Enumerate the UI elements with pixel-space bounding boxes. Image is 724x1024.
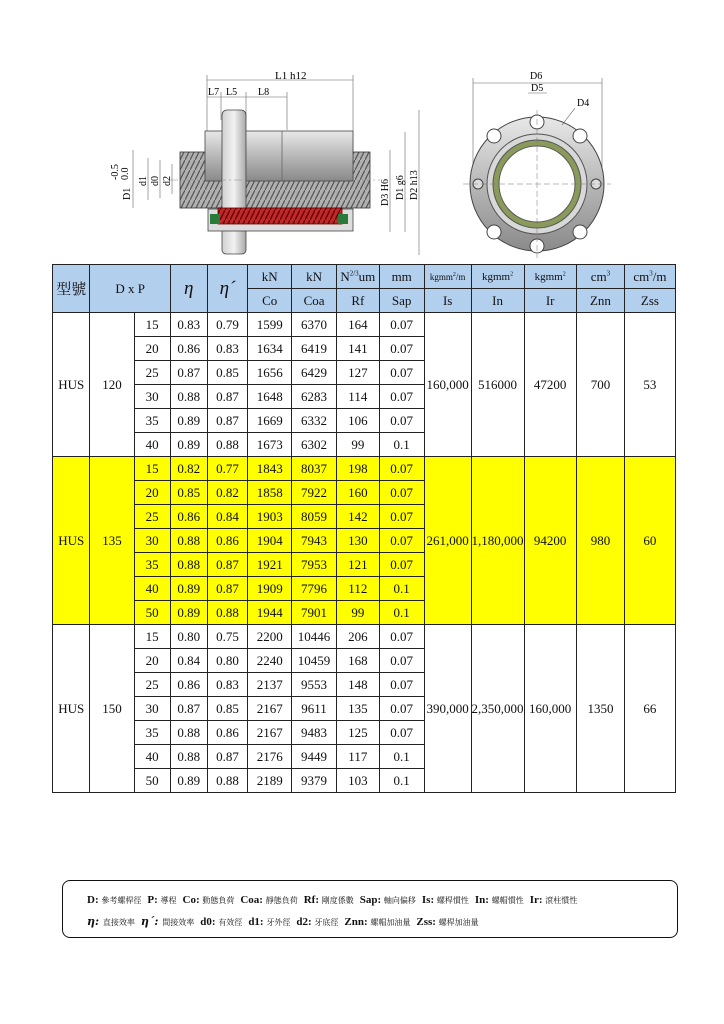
cell-co: 2137 — [248, 673, 292, 697]
svg-text:d1: d1 — [138, 176, 149, 186]
cell-coa: 7901 — [292, 601, 337, 625]
cell-ir: 94200 — [524, 457, 576, 625]
col-coa: Coa — [292, 289, 337, 313]
legend-desc: 滾柱慣性 — [545, 896, 578, 905]
cell-eta: 0.84 — [170, 649, 207, 673]
cell-is: 261,000 — [424, 457, 471, 625]
cell-d: 120 — [90, 313, 134, 457]
svg-text:d0: d0 — [150, 176, 161, 186]
cell-in: 516000 — [471, 313, 524, 457]
cell-co: 1904 — [248, 529, 292, 553]
cell-d: 135 — [90, 457, 134, 625]
unit-mm: mm — [379, 265, 424, 289]
table-row — [53, 457, 724, 481]
cell-p: 30 — [134, 697, 170, 721]
legend-key: d1: — [248, 916, 267, 928]
cell-co: 2240 — [248, 649, 292, 673]
svg-text:D1 g6: D1 g6 — [395, 175, 406, 200]
cell-coa: 8059 — [292, 505, 337, 529]
cell-eta: 0.87 — [170, 697, 207, 721]
cell-rf: 164 — [337, 313, 379, 337]
col-in: In — [471, 289, 524, 313]
svg-text:0.0: 0.0 — [120, 167, 131, 180]
cell-eta: 0.86 — [170, 337, 207, 361]
cell-model: HUS — [53, 457, 90, 625]
cell-ir: 47200 — [524, 313, 576, 457]
cell-eta2: 0.75 — [207, 625, 248, 649]
cell-eta: 0.89 — [170, 577, 207, 601]
legend-key: Zss: — [416, 916, 439, 928]
cell-rf: 106 — [337, 409, 379, 433]
dim-D4: D4 — [577, 98, 590, 109]
cell-zss: 66 — [625, 625, 676, 793]
legend-box — [62, 880, 678, 938]
cell-d: 150 — [90, 625, 134, 793]
technical-drawing — [0, 0, 724, 265]
legend-desc: 螺帽慣性 — [491, 896, 524, 905]
col-eta: η — [170, 265, 207, 313]
legend-desc: 牙底徑 — [314, 918, 339, 927]
cell-coa: 6302 — [292, 433, 337, 457]
cell-eta2: 0.82 — [207, 481, 248, 505]
cell-rf: 160 — [337, 481, 379, 505]
cell-eta2: 0.77 — [207, 457, 248, 481]
col-is: Is — [424, 289, 471, 313]
cell-p: 15 — [134, 457, 170, 481]
cell-in: 2,350,000 — [471, 625, 524, 793]
cell-zss: 60 — [625, 457, 676, 625]
cell-coa: 9449 — [292, 745, 337, 769]
cell-rf: 112 — [337, 577, 379, 601]
cell-coa: 6419 — [292, 337, 337, 361]
col-rf: Rf — [337, 289, 379, 313]
cell-sap: 0.07 — [379, 625, 424, 649]
cell-co: 2189 — [248, 769, 292, 793]
cell-co: 1669 — [248, 409, 292, 433]
cell-eta: 0.86 — [170, 505, 207, 529]
cell-co: 2167 — [248, 721, 292, 745]
cell-eta2: 0.85 — [207, 361, 248, 385]
cell-co: 2176 — [248, 745, 292, 769]
cell-eta: 0.82 — [170, 457, 207, 481]
cell-sap: 0.1 — [379, 433, 424, 457]
cell-eta: 0.88 — [170, 553, 207, 577]
unit-rf: $N^{2/3}um$ — [337, 265, 379, 289]
cell-rf: 114 — [337, 385, 379, 409]
cell-p: 15 — [134, 313, 170, 337]
legend-row-1 — [87, 891, 677, 913]
cell-znn: 980 — [576, 457, 624, 625]
cell-eta2: 0.79 — [207, 313, 248, 337]
cell-p: 40 — [134, 433, 170, 457]
cell-eta2: 0.83 — [207, 673, 248, 697]
cell-p: 40 — [134, 577, 170, 601]
cell-coa: 9611 — [292, 697, 337, 721]
cell-co: 1843 — [248, 457, 292, 481]
cell-sap: 0.07 — [379, 553, 424, 577]
cell-znn: 1350 — [576, 625, 624, 793]
svg-text:d2: d2 — [162, 176, 173, 186]
cell-coa: 8037 — [292, 457, 337, 481]
cell-co: 1858 — [248, 481, 292, 505]
cell-coa: 7943 — [292, 529, 337, 553]
cell-p: 50 — [134, 601, 170, 625]
cell-coa: 10459 — [292, 649, 337, 673]
cell-eta: 0.86 — [170, 673, 207, 697]
unit-kn-co: kN — [248, 265, 292, 289]
cell-coa: 10446 — [292, 625, 337, 649]
legend-key: P: — [147, 894, 161, 906]
legend-desc: 導程 — [160, 896, 177, 905]
unit-znn: $cm^3$ — [576, 265, 624, 289]
cell-eta2: 0.87 — [207, 577, 248, 601]
cell-sap: 0.07 — [379, 697, 424, 721]
cell-rf: 127 — [337, 361, 379, 385]
unit-is: kgmm$^2$/m — [424, 265, 471, 289]
cell-coa: 9379 — [292, 769, 337, 793]
cell-rf: 99 — [337, 433, 379, 457]
cell-eta2: 0.87 — [207, 553, 248, 577]
cell-sap: 0.07 — [379, 409, 424, 433]
cell-sap: 0.07 — [379, 529, 424, 553]
cell-p: 15 — [134, 625, 170, 649]
cell-eta2: 0.87 — [207, 745, 248, 769]
cell-co: 1903 — [248, 505, 292, 529]
cell-co: 1634 — [248, 337, 292, 361]
legend-key: d2: — [296, 916, 315, 928]
cell-eta2: 0.88 — [207, 601, 248, 625]
cell-co: 2200 — [248, 625, 292, 649]
col-model: 型號 — [53, 265, 90, 313]
cell-sap: 0.07 — [379, 673, 424, 697]
legend-key: Is: — [421, 894, 437, 906]
cell-rf: 103 — [337, 769, 379, 793]
col-zss: Zss — [625, 289, 676, 313]
cell-coa: 6332 — [292, 409, 337, 433]
cell-p: 40 — [134, 745, 170, 769]
legend-row-2 — [87, 913, 677, 935]
dim-L7: L7 — [208, 87, 220, 98]
cell-ir: 160,000 — [524, 625, 576, 793]
svg-text:D3 H6: D3 H6 — [380, 179, 391, 206]
cell-coa: 7796 — [292, 577, 337, 601]
cell-eta2: 0.86 — [207, 721, 248, 745]
svg-text:D2 h13: D2 h13 — [409, 170, 420, 200]
legend-key: η: — [87, 915, 103, 928]
col-eta2: η´ — [207, 265, 248, 313]
col-dxp: D x P — [90, 265, 170, 313]
cell-model: HUS — [53, 625, 90, 793]
cell-zss: 53 — [625, 313, 676, 457]
legend-key: In: — [474, 894, 492, 906]
legend-desc: 牙外徑 — [266, 918, 291, 927]
legend-key: Sap: — [359, 894, 384, 906]
cell-rf: 121 — [337, 553, 379, 577]
cell-co: 1599 — [248, 313, 292, 337]
cell-eta: 0.80 — [170, 625, 207, 649]
cell-sap: 0.07 — [379, 481, 424, 505]
cell-coa: 7953 — [292, 553, 337, 577]
legend-desc: 間接效率 — [162, 918, 195, 927]
unit-in: kgmm$^2$ — [471, 265, 524, 289]
cell-sap: 0.07 — [379, 337, 424, 361]
legend-desc: 螺帽加油量 — [370, 918, 411, 927]
dim-D6: D6 — [530, 71, 543, 82]
roller-thread — [218, 208, 342, 224]
cell-p: 35 — [134, 553, 170, 577]
legend-key: D: — [87, 894, 102, 906]
cell-eta: 0.88 — [170, 529, 207, 553]
cell-eta2: 0.87 — [207, 385, 248, 409]
cell-co: 1656 — [248, 361, 292, 385]
cell-eta2: 0.84 — [207, 505, 248, 529]
legend-desc: 靜態負荷 — [265, 896, 298, 905]
right-dims — [380, 170, 420, 206]
legend-desc: 螺桿加油量 — [438, 918, 479, 927]
cell-in: 1,180,000 — [471, 457, 524, 625]
cell-coa: 9553 — [292, 673, 337, 697]
cell-sap: 0.1 — [379, 769, 424, 793]
cell-coa: 6429 — [292, 361, 337, 385]
unit-zss: $cm^3/m$ — [625, 265, 676, 289]
cell-sap: 0.07 — [379, 313, 424, 337]
cell-znn: 700 — [576, 313, 624, 457]
cell-eta2: 0.87 — [207, 409, 248, 433]
left-dims — [110, 164, 173, 200]
cell-eta: 0.89 — [170, 769, 207, 793]
cell-eta: 0.85 — [170, 481, 207, 505]
cell-p: 20 — [134, 481, 170, 505]
cell-p: 25 — [134, 673, 170, 697]
dim-L8: L8 — [258, 87, 270, 98]
dim-L1: L1 h12 — [275, 70, 307, 82]
cell-is: 160,000 — [424, 313, 471, 457]
dim-D5: D5 — [531, 83, 544, 94]
cell-sap: 0.1 — [379, 577, 424, 601]
cell-eta2: 0.88 — [207, 769, 248, 793]
cell-eta2: 0.86 — [207, 529, 248, 553]
cell-coa: 6283 — [292, 385, 337, 409]
cell-eta: 0.89 — [170, 433, 207, 457]
legend-key: d0: — [200, 916, 219, 928]
legend-key: Ir: — [529, 894, 546, 906]
cell-coa: 9483 — [292, 721, 337, 745]
cell-eta2: 0.80 — [207, 649, 248, 673]
cell-p: 30 — [134, 529, 170, 553]
cell-p: 50 — [134, 769, 170, 793]
cell-sap: 0.07 — [379, 505, 424, 529]
cell-co: 1921 — [248, 553, 292, 577]
legend-desc: 有效徑 — [218, 918, 243, 927]
dim-L5: L5 — [226, 87, 238, 98]
cell-rf: 148 — [337, 673, 379, 697]
table-row — [53, 625, 724, 649]
cell-eta: 0.87 — [170, 361, 207, 385]
col-ir: Ir — [524, 289, 576, 313]
cell-p: 20 — [134, 649, 170, 673]
cell-sap: 0.07 — [379, 649, 424, 673]
legend-key: Co: — [182, 894, 203, 906]
legend-desc: 剛度係數 — [321, 896, 354, 905]
cell-is: 390,000 — [424, 625, 471, 793]
cell-coa: 7922 — [292, 481, 337, 505]
legend-desc: 螺桿慣性 — [436, 896, 469, 905]
legend-desc: 軸向偏移 — [383, 896, 416, 905]
cell-sap: 0.07 — [379, 721, 424, 745]
col-sap: Sap — [379, 289, 424, 313]
cell-eta: 0.89 — [170, 409, 207, 433]
cell-rf: 130 — [337, 529, 379, 553]
cell-eta: 0.88 — [170, 385, 207, 409]
cell-rf: 125 — [337, 721, 379, 745]
cell-sap: 0.1 — [379, 745, 424, 769]
cell-eta: 0.83 — [170, 313, 207, 337]
cell-p: 35 — [134, 721, 170, 745]
unit-kn-coa: kN — [292, 265, 337, 289]
col-co: Co — [248, 289, 292, 313]
legend-desc: 直接效率 — [102, 918, 135, 927]
cell-rf: 135 — [337, 697, 379, 721]
cell-p: 30 — [134, 385, 170, 409]
cell-p: 20 — [134, 337, 170, 361]
cell-rf: 142 — [337, 505, 379, 529]
cell-rf: 198 — [337, 457, 379, 481]
cell-co: 1673 — [248, 433, 292, 457]
table-row — [53, 313, 724, 337]
cell-eta: 0.89 — [170, 601, 207, 625]
cell-sap: 0.07 — [379, 361, 424, 385]
cell-p: 25 — [134, 361, 170, 385]
cell-model: HUS — [53, 313, 90, 457]
cell-co: 2167 — [248, 697, 292, 721]
legend-key: η´: — [140, 915, 163, 928]
cell-eta: 0.88 — [170, 721, 207, 745]
cell-co: 1944 — [248, 601, 292, 625]
cell-p: 25 — [134, 505, 170, 529]
cell-co: 1648 — [248, 385, 292, 409]
cell-coa: 6370 — [292, 313, 337, 337]
cell-sap: 0.1 — [379, 601, 424, 625]
legend-key: Rf: — [303, 894, 322, 906]
cell-rf: 117 — [337, 745, 379, 769]
cell-rf: 206 — [337, 625, 379, 649]
svg-text:-0.5: -0.5 — [110, 164, 121, 180]
cell-rf: 168 — [337, 649, 379, 673]
cell-eta2: 0.88 — [207, 433, 248, 457]
spec-table — [52, 264, 724, 793]
cell-co: 1909 — [248, 577, 292, 601]
cell-eta2: 0.85 — [207, 697, 248, 721]
legend-desc: 參考螺桿徑 — [101, 896, 142, 905]
cell-sap: 0.07 — [379, 457, 424, 481]
cell-sap: 0.07 — [379, 385, 424, 409]
cell-eta2: 0.83 — [207, 337, 248, 361]
cell-p: 35 — [134, 409, 170, 433]
header-row-units — [53, 265, 724, 289]
legend-key: Coa: — [240, 894, 266, 906]
cell-eta: 0.88 — [170, 745, 207, 769]
cell-rf: 99 — [337, 601, 379, 625]
legend-key: Znn: — [344, 916, 371, 928]
svg-text:D1: D1 — [122, 187, 133, 200]
legend-desc: 動態負荷 — [202, 896, 235, 905]
col-znn: Znn — [576, 289, 624, 313]
cell-rf: 141 — [337, 337, 379, 361]
unit-ir: kgmm$^2$ — [524, 265, 576, 289]
